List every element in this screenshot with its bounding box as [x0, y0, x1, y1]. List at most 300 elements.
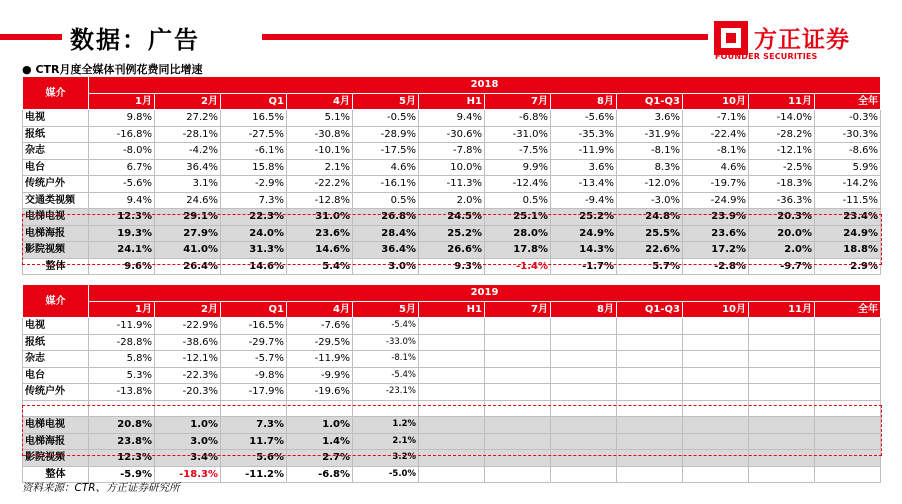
page-title: 数据：广告 [70, 26, 200, 54]
table-cell: 2.1% [287, 159, 353, 176]
column-header: 8月 [551, 93, 617, 110]
table-cell: -18.3% [749, 176, 815, 193]
logo-text-en: FOUNDER SECURITIES [715, 52, 818, 61]
table-cell [815, 367, 881, 384]
table-cell [551, 318, 617, 335]
table-cell: -12.8% [287, 192, 353, 209]
column-header: Q1 [221, 301, 287, 318]
table-cell [419, 351, 485, 368]
table-cell: 23.4% [815, 209, 881, 226]
table-row [23, 192, 881, 209]
table-cell: 7.3% [221, 417, 287, 434]
header-bar-left [0, 34, 62, 40]
table-cell [749, 433, 815, 450]
table-cell: -2.8% [683, 258, 749, 275]
table-cell: -22.2% [287, 176, 353, 193]
table-cell: 20.0% [749, 225, 815, 242]
table-cell: -2.9% [221, 176, 287, 193]
table-cell [419, 367, 485, 384]
table-cell [419, 400, 485, 417]
column-header: 2月 [155, 301, 221, 318]
table-cell [815, 466, 881, 483]
table-cell: -11.3% [419, 176, 485, 193]
table-cell: 25.2% [551, 209, 617, 226]
table-cell [815, 400, 881, 417]
table-row [23, 450, 881, 467]
media-label: 电梯海报 [23, 433, 89, 450]
column-header: 2月 [155, 93, 221, 110]
table-cell [485, 433, 551, 450]
table-cell: -31.0% [485, 126, 551, 143]
table-cell: 36.4% [155, 159, 221, 176]
table-cell: -8.6% [815, 143, 881, 160]
media-label: 整体 [23, 258, 89, 275]
table-cell: -9.8% [221, 367, 287, 384]
table-cell [419, 318, 485, 335]
table-cell: -12.0% [617, 176, 683, 193]
table-cell: 9.8% [89, 110, 155, 127]
table-cell: -11.9% [89, 318, 155, 335]
table-cell: 22.6% [617, 242, 683, 259]
table-cell: 4.6% [683, 159, 749, 176]
table-cell: 0.5% [353, 192, 419, 209]
table-cell [551, 384, 617, 401]
table-cell: 36.4% [353, 242, 419, 259]
table-cell [617, 466, 683, 483]
column-header: 5月 [353, 301, 419, 318]
table-cell: 14.3% [551, 242, 617, 259]
table-cell: 24.0% [221, 225, 287, 242]
media-label: 交通类视频 [23, 192, 89, 209]
table-cell [815, 417, 881, 434]
table-cell [551, 450, 617, 467]
table-cell: -22.3% [155, 367, 221, 384]
column-header: H1 [419, 301, 485, 318]
table-cell: -12.1% [749, 143, 815, 160]
media-label: 传统户外 [23, 176, 89, 193]
column-header: Q1 [221, 93, 287, 110]
table-cell [617, 367, 683, 384]
table-row [23, 334, 881, 351]
table-cell: 3.4% [155, 450, 221, 467]
table-cell: 22.3% [221, 209, 287, 226]
table-cell: -24.9% [683, 192, 749, 209]
table-cell: 23.6% [683, 225, 749, 242]
table-cell: -33.0% [353, 334, 419, 351]
table-cell [749, 351, 815, 368]
table-cell: -11.9% [287, 351, 353, 368]
table-cell: 2.0% [419, 192, 485, 209]
table-cell [485, 450, 551, 467]
table-cell [485, 417, 551, 434]
table-row [23, 433, 881, 450]
column-header: 7月 [485, 93, 551, 110]
table-cell: -4.2% [155, 143, 221, 160]
table-cell [617, 351, 683, 368]
table-cell [221, 400, 287, 417]
table-cell [617, 450, 683, 467]
column-header: 10月 [683, 301, 749, 318]
media-label: 电台 [23, 159, 89, 176]
table-cell: 2.9% [815, 258, 881, 275]
table-cell: -29.5% [287, 334, 353, 351]
table-cell: 24.6% [155, 192, 221, 209]
table-cell: -36.3% [749, 192, 815, 209]
table-cell [815, 351, 881, 368]
table-cell: 6.7% [89, 159, 155, 176]
table-cell [749, 466, 815, 483]
table-cell [419, 417, 485, 434]
table-cell [683, 433, 749, 450]
table-cell: -1.7% [551, 258, 617, 275]
table-cell [551, 466, 617, 483]
media-label: 报纸 [23, 126, 89, 143]
table-cell [617, 400, 683, 417]
table-cell [683, 417, 749, 434]
column-header: 全年 [815, 93, 881, 110]
table-cell: -30.6% [419, 126, 485, 143]
table-cell [485, 351, 551, 368]
table-cell: -5.4% [353, 318, 419, 335]
table-cell: -35.3% [551, 126, 617, 143]
table-row [23, 258, 881, 275]
table-cell: 9.9% [485, 159, 551, 176]
table-row [23, 384, 881, 401]
table-cell: -30.3% [815, 126, 881, 143]
table-2018 [22, 76, 881, 275]
table-cell [683, 334, 749, 351]
table-cell: 24.1% [89, 242, 155, 259]
table-cell: 4.6% [353, 159, 419, 176]
table-row [23, 126, 881, 143]
table-cell [287, 400, 353, 417]
table-cell: 5.4% [287, 258, 353, 275]
table-cell: -1.4% [485, 258, 551, 275]
media-label: 电梯电视 [23, 417, 89, 434]
table-cell: 3.6% [551, 159, 617, 176]
table-cell: -19.7% [683, 176, 749, 193]
column-header: 1月 [89, 93, 155, 110]
header-bar-right [262, 34, 708, 40]
media-label: 整体 [23, 466, 89, 483]
table-cell [683, 351, 749, 368]
table-cell [155, 400, 221, 417]
table-cell: -16.8% [89, 126, 155, 143]
table-cell: 15.8% [221, 159, 287, 176]
table-cell [551, 417, 617, 434]
column-header: 4月 [287, 93, 353, 110]
table-cell: -22.4% [683, 126, 749, 143]
table-cell [815, 433, 881, 450]
table-cell: 24.8% [617, 209, 683, 226]
table-cell: -28.2% [749, 126, 815, 143]
table-cell: 12.3% [89, 450, 155, 467]
media-label: 电视 [23, 318, 89, 335]
table-cell: 5.3% [89, 367, 155, 384]
media-header: 媒介 [23, 77, 89, 110]
table-cell [617, 334, 683, 351]
table-cell: 12.3% [89, 209, 155, 226]
media-header: 媒介 [23, 285, 89, 318]
table-cell [815, 384, 881, 401]
table-cell: -6.8% [485, 110, 551, 127]
table-cell: -2.5% [749, 159, 815, 176]
table-cell [419, 450, 485, 467]
table-cell: 10.0% [419, 159, 485, 176]
table-cell: 28.0% [485, 225, 551, 242]
table-cell: 3.0% [353, 258, 419, 275]
table-cell: 1.0% [155, 417, 221, 434]
table-cell: -8.1% [683, 143, 749, 160]
table-cell: -3.0% [617, 192, 683, 209]
table-cell: 24.9% [815, 225, 881, 242]
table-row [23, 159, 881, 176]
table-cell: 2.1% [353, 433, 419, 450]
table-cell [89, 400, 155, 417]
table-cell [551, 334, 617, 351]
table-cell [617, 384, 683, 401]
table-cell: -7.6% [287, 318, 353, 335]
column-header: 11月 [749, 301, 815, 318]
table-cell: -12.1% [155, 351, 221, 368]
table-cell: 23.6% [287, 225, 353, 242]
table-cell: 7.3% [221, 192, 287, 209]
table-cell: 17.2% [683, 242, 749, 259]
table-cell [749, 417, 815, 434]
table-row [23, 417, 881, 434]
table-cell: 26.8% [353, 209, 419, 226]
table-cell [551, 351, 617, 368]
table-cell: -19.6% [287, 384, 353, 401]
table-cell: 3.1% [155, 176, 221, 193]
media-label: 传统户外 [23, 384, 89, 401]
table-cell: -17.9% [221, 384, 287, 401]
table-cell: -0.5% [353, 110, 419, 127]
table-cell: -28.1% [155, 126, 221, 143]
table-cell: -5.0% [353, 466, 419, 483]
table-row [23, 351, 881, 368]
table-cell [419, 466, 485, 483]
table-cell: -11.9% [551, 143, 617, 160]
table-row [23, 209, 881, 226]
table-cell: -16.5% [221, 318, 287, 335]
table-cell: -5.7% [221, 351, 287, 368]
table-cell: -18.3% [155, 466, 221, 483]
year-header: 2019 [89, 285, 881, 302]
media-label: 杂志 [23, 143, 89, 160]
table-cell: 31.0% [287, 209, 353, 226]
column-header: 全年 [815, 301, 881, 318]
column-header: 11月 [749, 93, 815, 110]
table-cell: 0.5% [485, 192, 551, 209]
table-cell: 9.3% [419, 258, 485, 275]
table-cell [353, 400, 419, 417]
table-cell: 16.5% [221, 110, 287, 127]
table-cell: 25.2% [419, 225, 485, 242]
table-cell [683, 384, 749, 401]
table-cell: 26.6% [419, 242, 485, 259]
table-row [23, 225, 881, 242]
table-cell: 17.8% [485, 242, 551, 259]
table-row [23, 143, 881, 160]
table-cell [749, 367, 815, 384]
table-cell: 24.9% [551, 225, 617, 242]
table-cell [485, 367, 551, 384]
table-2019 [22, 284, 881, 483]
table-cell [551, 400, 617, 417]
table-cell: -13.8% [89, 384, 155, 401]
table-cell: 5.1% [287, 110, 353, 127]
table-cell [617, 417, 683, 434]
media-label: 影院视频 [23, 450, 89, 467]
table-cell: 14.6% [221, 258, 287, 275]
table-cell: 27.9% [155, 225, 221, 242]
media-label: 电梯海报 [23, 225, 89, 242]
table-subtitle: ● CTR月度全媒体刊例花费同比增速 [22, 63, 203, 76]
table-cell: -29.7% [221, 334, 287, 351]
table-cell: -16.1% [353, 176, 419, 193]
table-row [23, 318, 881, 335]
table-cell: -5.4% [353, 367, 419, 384]
table-cell: -5.6% [551, 110, 617, 127]
subtitle-text: CTR月度全媒体刊例花费同比增速 [35, 63, 203, 76]
table-cell [485, 318, 551, 335]
table-cell: -0.3% [815, 110, 881, 127]
founder-logo [714, 21, 864, 61]
table-cell [683, 318, 749, 335]
column-header: 1月 [89, 301, 155, 318]
table-cell: -8.1% [353, 351, 419, 368]
table-cell: 3.6% [617, 110, 683, 127]
column-header: 4月 [287, 301, 353, 318]
media-label: 影院视频 [23, 242, 89, 259]
table-cell: 9.6% [89, 258, 155, 275]
column-header: 8月 [551, 301, 617, 318]
table-cell: -17.5% [353, 143, 419, 160]
table-cell: 41.0% [155, 242, 221, 259]
table-cell [815, 334, 881, 351]
table-cell: 28.4% [353, 225, 419, 242]
table-cell: -20.3% [155, 384, 221, 401]
table-cell: -9.4% [551, 192, 617, 209]
table-cell: 23.9% [683, 209, 749, 226]
table-cell: 8.3% [617, 159, 683, 176]
table-cell [749, 400, 815, 417]
table-row [23, 242, 881, 259]
media-label: 电台 [23, 367, 89, 384]
table-cell: 1.4% [287, 433, 353, 450]
table-row [23, 110, 881, 127]
table-cell: -7.1% [683, 110, 749, 127]
table-cell [485, 384, 551, 401]
table-cell [419, 384, 485, 401]
table-cell: 2.0% [749, 242, 815, 259]
table-cell: 19.3% [89, 225, 155, 242]
table-cell: 24.5% [419, 209, 485, 226]
table-cell: 3.2% [353, 450, 419, 467]
table-cell: -8.0% [89, 143, 155, 160]
table-cell: 2.7% [287, 450, 353, 467]
table-cell: -7.5% [485, 143, 551, 160]
table-cell [485, 400, 551, 417]
column-header: Q1-Q3 [617, 93, 683, 110]
table-cell [749, 334, 815, 351]
table-cell [749, 384, 815, 401]
table-cell [683, 466, 749, 483]
table-cell: -12.4% [485, 176, 551, 193]
table-cell: -28.9% [353, 126, 419, 143]
table-cell [617, 433, 683, 450]
column-header: Q1-Q3 [617, 301, 683, 318]
table-cell: -6.8% [287, 466, 353, 483]
table-cell: -11.2% [221, 466, 287, 483]
column-header: H1 [419, 93, 485, 110]
column-header: 7月 [485, 301, 551, 318]
table-cell: 26.4% [155, 258, 221, 275]
table-cell: 3.0% [155, 433, 221, 450]
media-label: 杂志 [23, 351, 89, 368]
table-cell: -30.8% [287, 126, 353, 143]
table-cell [617, 318, 683, 335]
table-cell: -23.1% [353, 384, 419, 401]
table-cell [749, 450, 815, 467]
source-note: 资料来源：CTR、方正证券研究所 [22, 482, 180, 494]
table-cell: -9.9% [287, 367, 353, 384]
column-header: 10月 [683, 93, 749, 110]
table-cell: -14.2% [815, 176, 881, 193]
table-cell: 11.7% [221, 433, 287, 450]
table-cell: -8.1% [617, 143, 683, 160]
table-cell: -31.9% [617, 126, 683, 143]
table-cell [683, 450, 749, 467]
table-row [23, 367, 881, 384]
media-label [23, 400, 89, 417]
table-cell: 18.8% [815, 242, 881, 259]
table-cell: 9.4% [89, 192, 155, 209]
table-cell: -38.6% [155, 334, 221, 351]
table-cell: -5.9% [89, 466, 155, 483]
media-label: 报纸 [23, 334, 89, 351]
table-cell: 29.1% [155, 209, 221, 226]
table-cell [551, 367, 617, 384]
table-cell: -11.5% [815, 192, 881, 209]
table-cell [419, 433, 485, 450]
table-cell: 25.5% [617, 225, 683, 242]
table-cell [683, 367, 749, 384]
founder-logo-icon [714, 21, 748, 55]
table-cell: -14.0% [749, 110, 815, 127]
table-cell: 5.9% [815, 159, 881, 176]
table-cell: 31.3% [221, 242, 287, 259]
table-cell: -6.1% [221, 143, 287, 160]
table-cell [485, 334, 551, 351]
table-cell: -10.1% [287, 143, 353, 160]
table-cell [815, 318, 881, 335]
table-cell: -9.7% [749, 258, 815, 275]
table-cell [749, 318, 815, 335]
table-cell: 25.1% [485, 209, 551, 226]
table-cell: 14.6% [287, 242, 353, 259]
table-row [23, 400, 881, 417]
table-cell: -7.8% [419, 143, 485, 160]
table-cell: 1.2% [353, 417, 419, 434]
year-header: 2018 [89, 77, 881, 94]
table-cell: -13.4% [551, 176, 617, 193]
table-cell [419, 334, 485, 351]
table-cell: 5.8% [89, 351, 155, 368]
table-cell [485, 466, 551, 483]
table-cell: -28.8% [89, 334, 155, 351]
